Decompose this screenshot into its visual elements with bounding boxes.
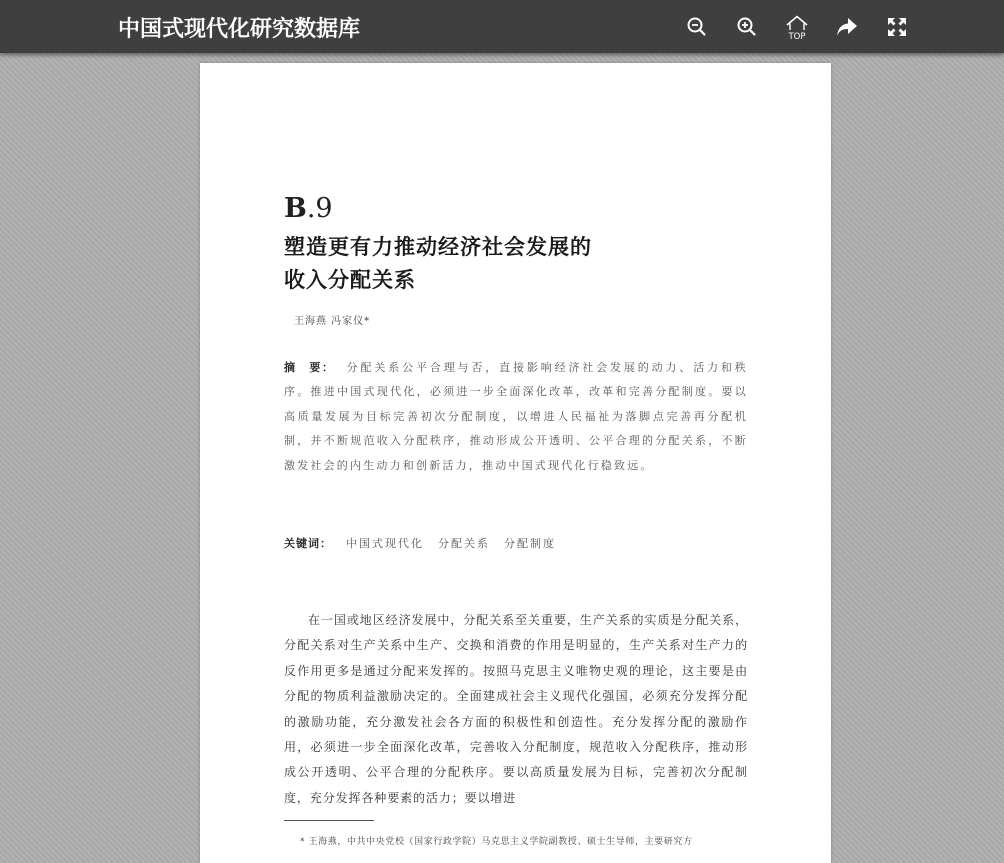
zoom-out-icon xyxy=(684,14,710,40)
chapter-number xyxy=(284,193,333,224)
keyword: 分配制度 xyxy=(504,537,556,550)
share-icon xyxy=(834,14,860,40)
keywords xyxy=(284,535,556,551)
top-toolbar xyxy=(0,0,1004,53)
fullscreen-icon xyxy=(884,14,910,40)
footnote-divider xyxy=(284,820,374,821)
keyword: 分配关系 xyxy=(438,537,490,550)
chapter-title-line-2: 收入分配关系 xyxy=(284,267,416,292)
authors: 王海燕 冯家仪* xyxy=(294,316,371,327)
zoom-out-button[interactable] xyxy=(684,14,710,40)
chapter-digits: .9 xyxy=(306,193,333,224)
keywords-label: 关键词： xyxy=(284,537,332,550)
app-title: 中国式现代化研究数据库 xyxy=(118,17,361,42)
share-button[interactable] xyxy=(834,14,860,40)
back-to-top-button[interactable] xyxy=(784,14,810,40)
abstract-label: 摘 要： xyxy=(284,361,335,374)
chapter-title-line-1: 塑造更有力推动经济社会发展的 xyxy=(284,234,592,259)
chapter-letter: B xyxy=(284,193,307,224)
abstract xyxy=(284,356,748,478)
top-label: TOP xyxy=(788,32,806,40)
top-icon xyxy=(784,14,810,40)
zoom-in-icon xyxy=(734,14,760,40)
body-paragraph: 在一国或地区经济发展中，分配关系至关重要，生产关系的实质是分配关系，分配关系对生产关系中生产、交换和消费的作用是明显的，生产关系对生产力的反作用更多是通过分配来发挥的。按照马克思主义唯物史观的理论，这主要是由分配的物质利益激励决定的。全面建成社会主义现代化强国，必须充分发挥分配的激励功能，充分激发社会各方面的积极性和创造性。充分发挥分配的激励作用，必须进一步全面深化改革，完善收入分配制度，规范收入分配秩序，推动形成公开透明、公平合理的分配秩序。要以高质量发展为目标，完善初次分配制度，充分发挥各种要素的活力；要以增进 xyxy=(284,613,748,805)
zoom-in-button[interactable] xyxy=(734,14,760,40)
document-page xyxy=(200,63,831,863)
abstract-text: 分配关系公平合理与否，直接影响经济社会发展的动力、活力和秩序。推进中国式现代化，必须进一步全面深化改革，改革和完善分配制度。要以高质量发展为目标完善初次分配制度，以增进人民福祉为落脚点完善再分配机制，并不断规范收入分配秩序，推动形成公开透明、公平合理的分配关系，不断激发社会的内生动力和创新活力，推动中国式现代化行稳致远。 xyxy=(284,361,748,472)
keyword: 中国式现代化 xyxy=(346,537,424,550)
footnote: * 王海燕，中共中央党校（国家行政学院）马克思主义学院副教授、硕士生导师，主要研究方 xyxy=(300,837,693,847)
fullscreen-button[interactable] xyxy=(884,14,910,40)
